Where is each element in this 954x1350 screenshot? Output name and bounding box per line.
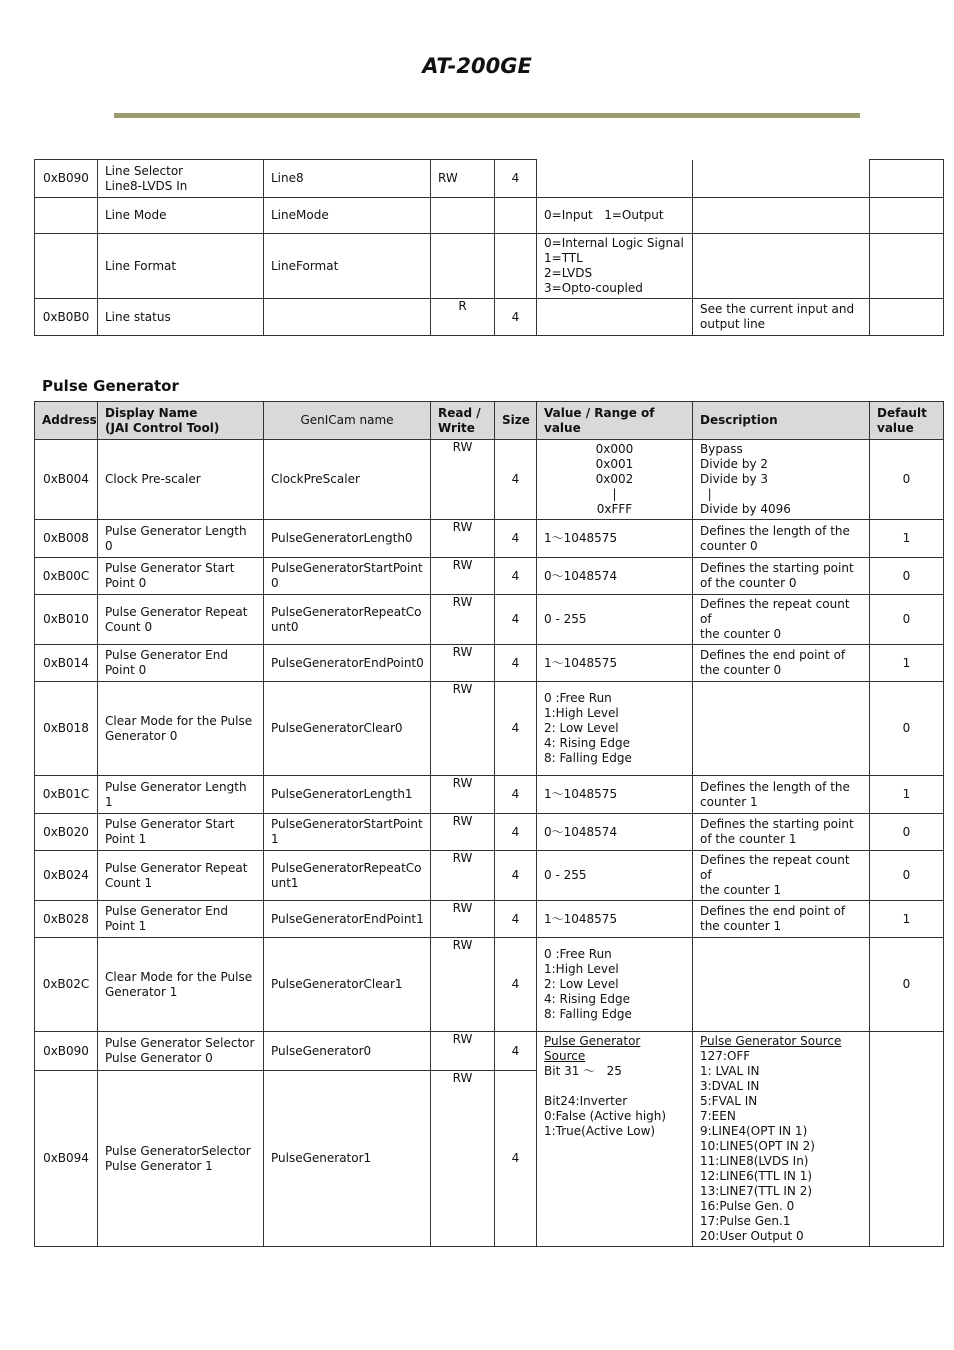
address-cell: 0xB0B0: [35, 299, 98, 336]
display-name-cell: [98, 558, 264, 595]
description-line: See the current input and: [700, 302, 855, 316]
read-write-cell: RW: [431, 558, 495, 595]
header-address: Address: [35, 402, 98, 440]
genicam-name-cell: LineFormat: [264, 234, 431, 299]
default-value-cell: 0: [870, 682, 944, 776]
display-name-cell: [98, 234, 264, 299]
address-cell: 0xB090: [35, 160, 98, 198]
line-selector-table: [34, 159, 944, 336]
address-cell: 0xB020: [35, 814, 98, 851]
description-cell: [693, 938, 870, 1032]
default-value-cell: 1: [870, 645, 944, 682]
table-row: [35, 938, 944, 1032]
value-line: 0 :Free Run: [544, 947, 612, 961]
default-value-cell: [870, 299, 944, 336]
genicam-name-line: unt1: [271, 875, 299, 890]
value-range-cell: [537, 1032, 693, 1247]
description-line: output line: [700, 317, 766, 331]
size-cell: 4: [495, 595, 537, 645]
size-cell: 4: [495, 901, 537, 938]
description-line: Defines the starting point: [700, 561, 854, 575]
genicam-name-line: PulseGeneratorRepeatCo: [271, 604, 422, 619]
header-read-write: [431, 402, 495, 440]
genicam-name-cell: [264, 595, 431, 645]
description-cell: [693, 198, 870, 234]
value-line: 1～1048575: [544, 787, 618, 801]
genicam-name-line: 0: [271, 576, 279, 590]
genicam-name-cell: [264, 814, 431, 851]
value-line: |: [612, 487, 617, 501]
description-cell: [693, 1032, 870, 1247]
display-name-cell: Clock Pre-scaler: [98, 440, 264, 520]
display-name-line: Line Selector: [105, 163, 184, 178]
display-name-line: Generator 1: [105, 984, 178, 999]
read-write-cell: RW: [431, 776, 495, 814]
value-line: 1:High Level: [544, 962, 619, 976]
value-line: 2: Low Level: [544, 977, 619, 991]
address-cell: 0xB010: [35, 595, 98, 645]
size-cell: 4: [495, 520, 537, 558]
value-range-cell: [537, 645, 693, 682]
description-line: 16:Pulse Gen. 0: [700, 1199, 795, 1213]
read-write-cell: RW: [431, 938, 495, 1032]
default-value-cell: 0: [870, 440, 944, 520]
description-line: 13:LINE7(TTL IN 2): [700, 1184, 813, 1198]
description-cell: [693, 776, 870, 814]
value-line: Bit24:Inverter: [544, 1094, 628, 1108]
title-divider: [114, 113, 860, 118]
header-value-range: Value / Range of value: [537, 402, 693, 440]
header-display-line: Display Name: [105, 405, 198, 420]
genicam-name-cell: LineMode: [264, 198, 431, 234]
description-line: 3:DVAL IN: [700, 1079, 760, 1093]
genicam-name-cell: [264, 645, 431, 682]
value-spacer: [544, 1079, 685, 1094]
value-source-title: Pulse Generator Source: [544, 1034, 641, 1063]
read-write-cell: RW: [431, 901, 495, 938]
size-cell: 4: [495, 645, 537, 682]
description-line: 12:LINE6(TTL IN 1): [700, 1169, 813, 1183]
display-name-cell: [98, 682, 264, 776]
value-line: 0x002: [595, 472, 634, 486]
size-cell: 4: [495, 938, 537, 1032]
value-line: 1～1048575: [544, 655, 618, 670]
display-name-line: Generator 0: [105, 728, 178, 743]
size-cell: 4: [495, 440, 537, 520]
value-line: 0x000: [595, 442, 634, 456]
description-cell: [693, 595, 870, 645]
size-cell: 4: [495, 1071, 537, 1247]
genicam-name-cell: [264, 901, 431, 938]
value-range-cell: [537, 776, 693, 814]
default-value-cell: 0: [870, 558, 944, 595]
table-row: [35, 520, 944, 558]
default-value-cell: [870, 198, 944, 234]
default-value-cell: [870, 1032, 944, 1247]
address-cell: 0xB094: [35, 1071, 98, 1247]
value-line: 1:High Level: [544, 706, 619, 720]
description-line: 20:User Output 0: [700, 1229, 804, 1243]
genicam-name-cell: PulseGenerator1: [264, 1071, 431, 1247]
genicam-name-cell: [264, 938, 431, 1032]
default-value-cell: 0: [870, 595, 944, 645]
display-name-line: Pulse Generator 1: [105, 1158, 213, 1173]
genicam-name-line: PulseGeneratorClear0: [271, 721, 403, 735]
table-row: [35, 299, 944, 336]
display-name-line: Point 1: [105, 832, 147, 846]
display-name-line: Line status: [105, 309, 171, 324]
description-line: Defines the repeat count of: [700, 597, 850, 626]
genicam-name-line: PulseGeneratorEndPoint1: [271, 911, 424, 926]
address-cell: 0xB02C: [35, 938, 98, 1032]
read-write-cell: RW: [431, 160, 495, 198]
header-rw-line: Write: [438, 420, 475, 435]
genicam-name-line: PulseGeneratorLength1: [271, 787, 413, 801]
value-line: 8: Falling Edge: [544, 751, 632, 765]
description-cell: [693, 682, 870, 776]
read-write-cell: RW: [431, 595, 495, 645]
address-cell: 0xB018: [35, 682, 98, 776]
read-write-cell: RW: [431, 851, 495, 901]
table-row: [35, 682, 944, 776]
genicam-name-cell: Line8: [264, 160, 431, 198]
display-name-line: Pulse Generator Length 0: [105, 523, 247, 553]
description-line: 5:FVAL IN: [700, 1094, 758, 1108]
header-genicam-name: GenICam name: [264, 402, 431, 440]
read-write-cell: RW: [431, 440, 495, 520]
description-line: Divide by 3: [700, 472, 768, 486]
value-range-cell: [537, 299, 693, 336]
description-cell: [693, 520, 870, 558]
genicam-name-cell: [264, 776, 431, 814]
table-row: [35, 595, 944, 645]
default-value-cell: 1: [870, 520, 944, 558]
description-line: of the counter 1: [700, 832, 797, 846]
description-line: of the counter 0: [700, 576, 797, 590]
description-line: the counter 0: [700, 627, 782, 641]
header-description: Description: [693, 402, 870, 440]
value-range-cell: [537, 901, 693, 938]
table-row: [35, 440, 944, 520]
value-line: 8: Falling Edge: [544, 1007, 632, 1021]
description-source-title: Pulse Generator Source: [700, 1034, 842, 1048]
value-range-cell: [537, 234, 693, 299]
description-line: |: [700, 487, 712, 501]
section-title: Pulse Generator: [42, 377, 179, 395]
table-row: [35, 234, 944, 299]
address-cell: 0xB004: [35, 440, 98, 520]
display-name-line: Pulse Generator Repeat: [105, 604, 248, 619]
description-line: the counter 1: [700, 919, 782, 933]
display-name-cell: [98, 645, 264, 682]
address-cell: 0xB024: [35, 851, 98, 901]
value-range-cell: [537, 160, 693, 198]
display-name-cell: [98, 198, 264, 234]
display-name-cell: [98, 595, 264, 645]
display-name-line: Pulse Generator Start: [105, 817, 235, 831]
table-row: [35, 814, 944, 851]
description-cell: [693, 851, 870, 901]
genicam-name-cell: [264, 851, 431, 901]
default-value-cell: 1: [870, 776, 944, 814]
genicam-name-line: PulseGeneratorLength0: [271, 531, 413, 545]
description-line: 1: LVAL IN: [700, 1064, 760, 1078]
value-line: 1=TTL: [544, 251, 583, 265]
header-rw-line: Read /: [438, 405, 481, 420]
value-range-cell: [537, 440, 693, 520]
description-line: Defines the starting point: [700, 817, 854, 831]
header-default-line: Default: [877, 405, 927, 420]
description-line: 10:LINE5(OPT IN 2): [700, 1139, 815, 1153]
description-cell: [693, 160, 870, 198]
read-write-cell: [431, 234, 495, 299]
value-line: 0 :Free Run: [544, 691, 612, 705]
read-write-cell: RW: [431, 682, 495, 776]
display-name-cell: [98, 299, 264, 336]
display-name-line: Pulse Generator Repeat: [105, 860, 248, 875]
table-row: [35, 851, 944, 901]
table-row: [35, 901, 944, 938]
read-write-cell: RW: [431, 1032, 495, 1071]
size-cell: 4: [495, 299, 537, 336]
description-line: Defines the length of the: [700, 779, 850, 794]
table-row: [35, 558, 944, 595]
genicam-name-cell: ClockPreScaler: [264, 440, 431, 520]
display-name-line: Line8-LVDS In: [105, 178, 188, 193]
description-cell: [693, 299, 870, 336]
default-value-cell: 0: [870, 814, 944, 851]
read-write-cell: R: [431, 299, 495, 336]
document-title: AT-200GE: [422, 54, 532, 78]
display-name-line: Pulse Generator Selector: [105, 1036, 255, 1051]
genicam-name-line: PulseGeneratorStartPoint: [271, 817, 423, 831]
display-name-line: Point 0: [105, 663, 147, 677]
genicam-name-cell: PulseGenerator0: [264, 1032, 431, 1071]
address-cell: 0xB014: [35, 645, 98, 682]
size-cell: [495, 198, 537, 234]
description-line: 9:LINE4(OPT IN 1): [700, 1124, 808, 1138]
description-line: Defines the repeat count of: [700, 853, 850, 882]
size-cell: 4: [495, 558, 537, 595]
size-cell: [495, 234, 537, 299]
address-cell: 0xB090: [35, 1032, 98, 1071]
display-name-line: Pulse Generator Length 1: [105, 779, 247, 809]
address-cell: 0xB008: [35, 520, 98, 558]
display-name-line: Point 1: [105, 919, 147, 933]
display-name-line: Pulse Generator End: [105, 648, 228, 662]
display-name-line: Count 1: [105, 875, 153, 890]
size-cell: 4: [495, 682, 537, 776]
value-line: 0 - 255: [544, 612, 587, 626]
description-cell: [693, 234, 870, 299]
description-line: the counter 1: [700, 883, 782, 897]
display-name-cell: [98, 851, 264, 901]
description-line: Divide by 4096: [700, 502, 791, 516]
display-name-cell: [98, 160, 264, 198]
display-name-cell: [98, 520, 264, 558]
display-name-line: Line Format: [105, 258, 177, 273]
description-line: 127:OFF: [700, 1049, 751, 1063]
value-line: 0～1048574: [544, 824, 618, 839]
value-line: 4: Rising Edge: [544, 736, 630, 750]
genicam-name-line: PulseGeneratorStartPoint: [271, 561, 423, 575]
display-name-line: Pulse Generator Start: [105, 561, 235, 575]
display-name-line: Count 0: [105, 619, 153, 634]
table-header-row: [35, 402, 944, 440]
description-cell: [693, 558, 870, 595]
value-line: 3=Opto-coupled: [544, 281, 643, 295]
header-default-line: value: [877, 420, 914, 435]
header-size: Size: [495, 402, 537, 440]
value-range-cell: [537, 198, 693, 234]
value-range-cell: [537, 595, 693, 645]
table-row: [35, 198, 944, 234]
table-row: [35, 645, 944, 682]
description-line: Defines the end point of: [700, 904, 846, 918]
value-line: 1～1048575: [544, 911, 618, 926]
value-line: 1:True(Active Low): [544, 1124, 656, 1138]
description-line: Defines the end point of: [700, 648, 846, 662]
display-name-cell: [98, 901, 264, 938]
size-cell: 4: [495, 776, 537, 814]
size-cell: 4: [495, 160, 537, 198]
genicam-name-line: PulseGeneratorClear1: [271, 977, 403, 991]
read-write-cell: [431, 198, 495, 234]
description-line: 11:LINE8(LVDS In): [700, 1154, 809, 1168]
genicam-name-line: PulseGeneratorRepeatCo: [271, 860, 422, 875]
value-line: 0=Input 1=Output: [544, 208, 664, 222]
value-line: 2: Low Level: [544, 721, 619, 735]
display-name-line: Pulse Generator 0: [105, 1051, 213, 1066]
default-value-cell: [870, 160, 944, 198]
default-value-cell: [870, 234, 944, 299]
value-line: 1～1048575: [544, 531, 618, 545]
default-value-cell: 0: [870, 851, 944, 901]
value-range-cell: [537, 938, 693, 1032]
description-line: counter 0: [700, 538, 758, 553]
description-line: Divide by 2: [700, 457, 768, 471]
value-line: 0～1048574: [544, 568, 618, 583]
display-name-cell: [98, 1032, 264, 1071]
genicam-name-line: unt0: [271, 619, 299, 634]
display-name-line: Pulse Generator End: [105, 904, 228, 918]
description-line: 7:EEN: [700, 1109, 736, 1123]
address-cell: 0xB01C: [35, 776, 98, 814]
value-range-cell: [537, 520, 693, 558]
display-name-line: Clear Mode for the Pulse: [105, 969, 253, 984]
description-cell: [693, 814, 870, 851]
table-row: [35, 160, 944, 198]
display-name-line: Line Mode: [105, 208, 167, 222]
description-line: Defines the length of the: [700, 523, 850, 538]
default-value-cell: 1: [870, 901, 944, 938]
description-line: the counter 0: [700, 663, 782, 677]
size-cell: 4: [495, 814, 537, 851]
size-cell: 4: [495, 851, 537, 901]
address-cell: [35, 198, 98, 234]
description-cell: [693, 901, 870, 938]
value-range-cell: [537, 558, 693, 595]
pulse-generator-table: [34, 401, 944, 1247]
read-write-cell: RW: [431, 1071, 495, 1247]
table-row: [35, 776, 944, 814]
genicam-name-cell: [264, 299, 431, 336]
description-cell: [693, 440, 870, 520]
table-row: [35, 1032, 944, 1071]
value-line: 2=LVDS: [544, 266, 593, 280]
display-name-cell: [98, 1071, 264, 1247]
genicam-name-cell: [264, 682, 431, 776]
value-line: 0=Internal Logic Signal: [544, 236, 684, 250]
value-line: 0:False (Active high): [544, 1109, 667, 1123]
header-default-value: [870, 402, 944, 440]
description-line: 17:Pulse Gen.1: [700, 1214, 791, 1228]
default-value-cell: 0: [870, 938, 944, 1032]
display-name-cell: [98, 776, 264, 814]
read-write-cell: RW: [431, 814, 495, 851]
display-name-line: Clear Mode for the Pulse: [105, 713, 253, 728]
genicam-name-cell: [264, 520, 431, 558]
genicam-name-cell: [264, 558, 431, 595]
value-bits-line: Bit 31 ～ 25: [544, 1064, 622, 1078]
value-line: 0xFFF: [596, 502, 633, 516]
address-cell: 0xB028: [35, 901, 98, 938]
description-line: Bypass: [700, 442, 743, 456]
value-range-cell: [537, 851, 693, 901]
read-write-cell: RW: [431, 520, 495, 558]
header-display-line: (JAI Control Tool): [105, 420, 220, 435]
display-name-line: Pulse GeneratorSelector: [105, 1143, 251, 1158]
genicam-name-line: 1: [271, 832, 279, 846]
address-cell: 0xB00C: [35, 558, 98, 595]
value-line: 0 - 255: [544, 868, 587, 882]
value-range-cell: [537, 682, 693, 776]
genicam-name-line: PulseGeneratorEndPoint0: [271, 655, 424, 670]
header-display-name: [98, 402, 264, 440]
value-line: 0x001: [595, 457, 634, 471]
description-line: counter 1: [700, 794, 758, 809]
description-cell: [693, 645, 870, 682]
address-cell: [35, 234, 98, 299]
read-write-cell: RW: [431, 645, 495, 682]
size-cell: 4: [495, 1032, 537, 1071]
display-name-line: Point 0: [105, 576, 147, 590]
display-name-cell: [98, 814, 264, 851]
value-line: 4: Rising Edge: [544, 992, 630, 1006]
value-range-cell: [537, 814, 693, 851]
display-name-cell: [98, 938, 264, 1032]
